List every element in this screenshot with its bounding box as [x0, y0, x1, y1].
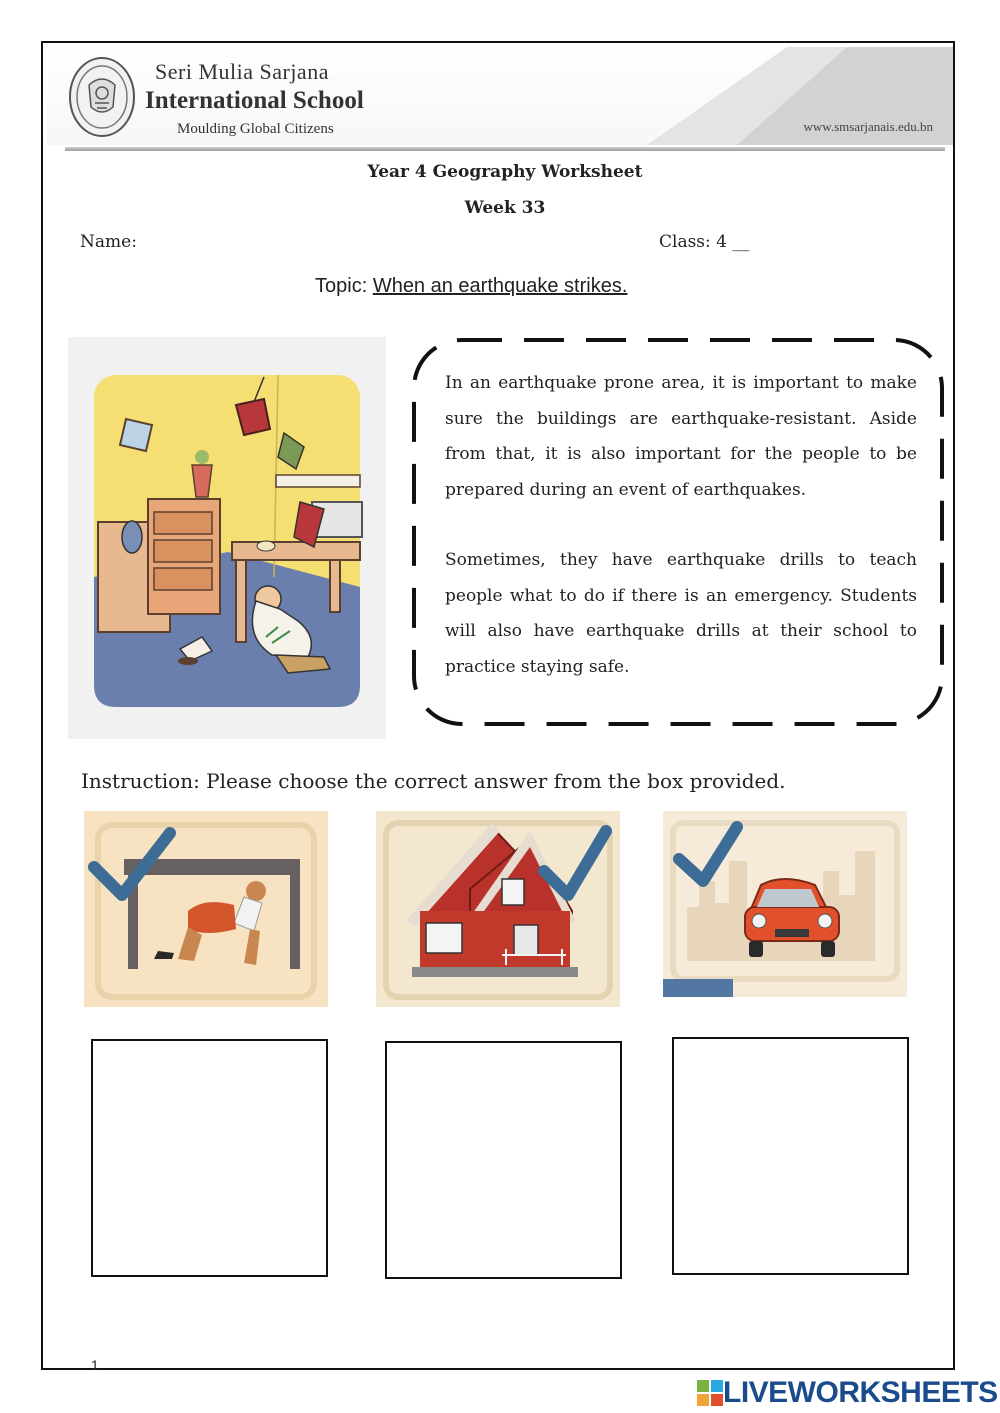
- answer-drop-box-2[interactable]: [385, 1041, 622, 1279]
- topic-prefix: Topic:: [315, 275, 373, 297]
- answer-drop-box-1[interactable]: [91, 1039, 328, 1277]
- instruction-text: Instruction: Please choose the correct answer from the box provided.: [81, 769, 786, 793]
- passage-paragraph-2: Sometimes, they have earthquake drills to teach people what to do if there is an emergency. Students will also have earthquake drills at their school to practice staying safe.: [445, 550, 917, 677]
- topic-line: [315, 275, 627, 298]
- liveworksheets-logo: [697, 1378, 998, 1408]
- page-number: 1: [91, 1357, 99, 1373]
- school-website: www.smsarjanais.edu.bn: [803, 119, 933, 134]
- name-label: Name:: [80, 232, 137, 252]
- earthquake-room-illustration: [68, 337, 386, 739]
- header-divider: [65, 147, 945, 151]
- worksheet-week: Week 33: [464, 198, 546, 218]
- person-under-table-icon: [84, 811, 328, 1007]
- school-crest-icon: [67, 55, 137, 139]
- liveworksheets-brand: LIVEWORKSHEETS: [723, 1376, 998, 1409]
- answer-drop-box-3[interactable]: [672, 1037, 909, 1275]
- class-label: Class: 4 __: [659, 232, 750, 252]
- liveworksheets-logo-icon: [697, 1380, 723, 1406]
- school-header: [47, 47, 953, 145]
- car-icon: [663, 811, 907, 997]
- passage-paragraph-1: In an earthquake prone area, it is important to make sure the buildings are earthquake-resistant. Aside from that, it is also important for the people to be prepared during an event of earthquakes.: [445, 373, 917, 500]
- school-name-line1: Seri Mulia Sarjana: [155, 59, 329, 84]
- school-name-line2: International School: [145, 87, 364, 114]
- house-icon: [376, 811, 620, 1007]
- topic-title: When an earthquake strikes.: [372, 275, 628, 297]
- school-motto: Moulding Global Citizens: [177, 121, 334, 137]
- worksheet-title: Year 4 Geography Worksheet: [367, 162, 643, 182]
